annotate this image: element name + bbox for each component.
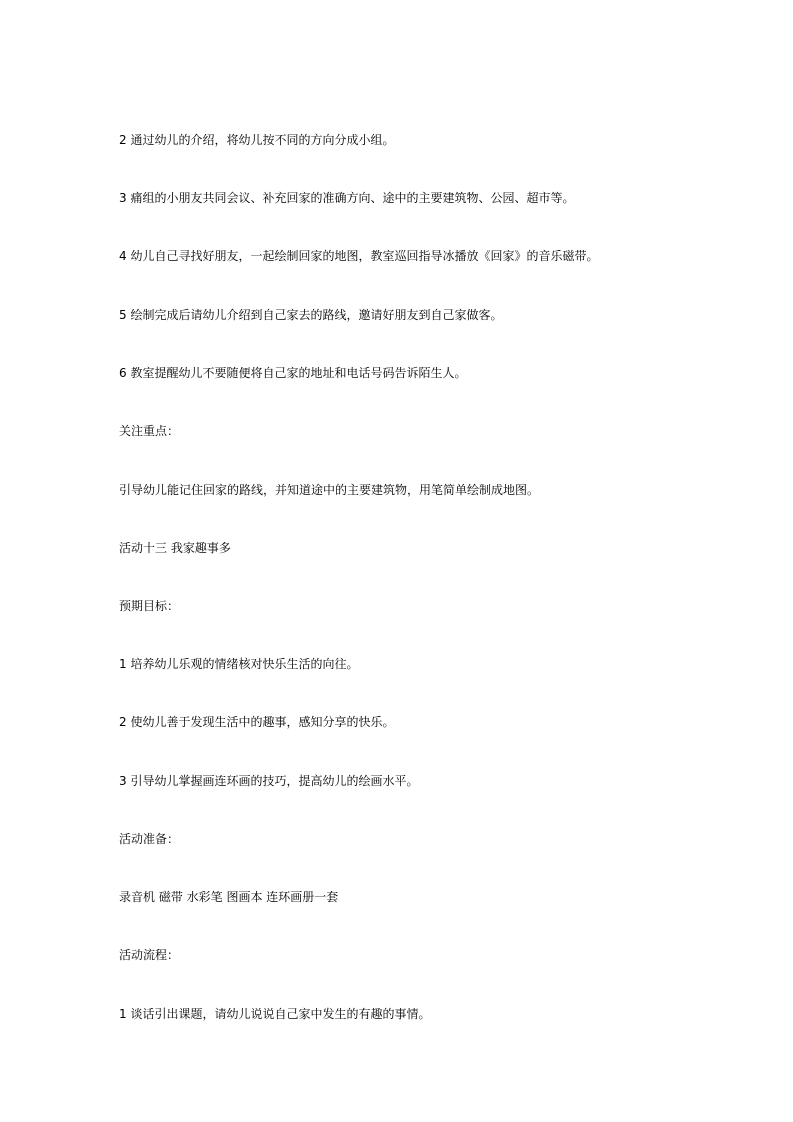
step-4-paragraph: 4 幼儿自己寻找好朋友，一起绘制回家的地图，教室巡回指导冰播放《回家》的音乐磁带。 [119,249,599,263]
goal-2-paragraph: 2 使幼儿善于发现生活中的趣事，感知分享的快乐。 [119,715,395,729]
goals-heading: 预期目标： [119,599,180,613]
step-3-paragraph: 3 痛组的小朋友共同会议、补充回家的准确方向、途中的主要建筑物、公园、超市等。 [119,191,575,205]
goal-3-paragraph: 3 引导幼儿掌握画连环画的技巧，提高幼儿的绘画水平。 [119,774,419,788]
step-2-paragraph: 2 通过幼儿的介绍，将幼儿按不同的方向分成小组。 [119,133,395,147]
preparation-heading: 活动准备： [119,832,180,846]
focus-paragraph: 引导幼儿能记住回家的路线，并知道途中的主要建筑物，用笔简单绘制成地图。 [119,483,540,497]
process-step-1-paragraph: 1 谈话引出课题，请幼儿说说自己家中发生的有趣的事情。 [119,1007,431,1021]
step-6-paragraph: 6 教室提醒幼儿不要随便将自己家的地址和电话号码告诉陌生人。 [119,366,467,380]
activity-title: 活动十三 我家趣事多 [119,541,231,555]
step-5-paragraph: 5 绘制完成后请幼儿介绍到自己家去的路线，邀请好朋友到自己家做客。 [119,308,503,322]
preparation-materials: 录音机 磁带 水彩笔 图画本 连环画册一套 [119,890,339,904]
focus-heading: 关注重点： [119,424,180,438]
process-heading: 活动流程： [119,948,180,962]
goal-1-paragraph: 1 培养幼儿乐观的情绪核对快乐生活的向往。 [119,657,359,671]
